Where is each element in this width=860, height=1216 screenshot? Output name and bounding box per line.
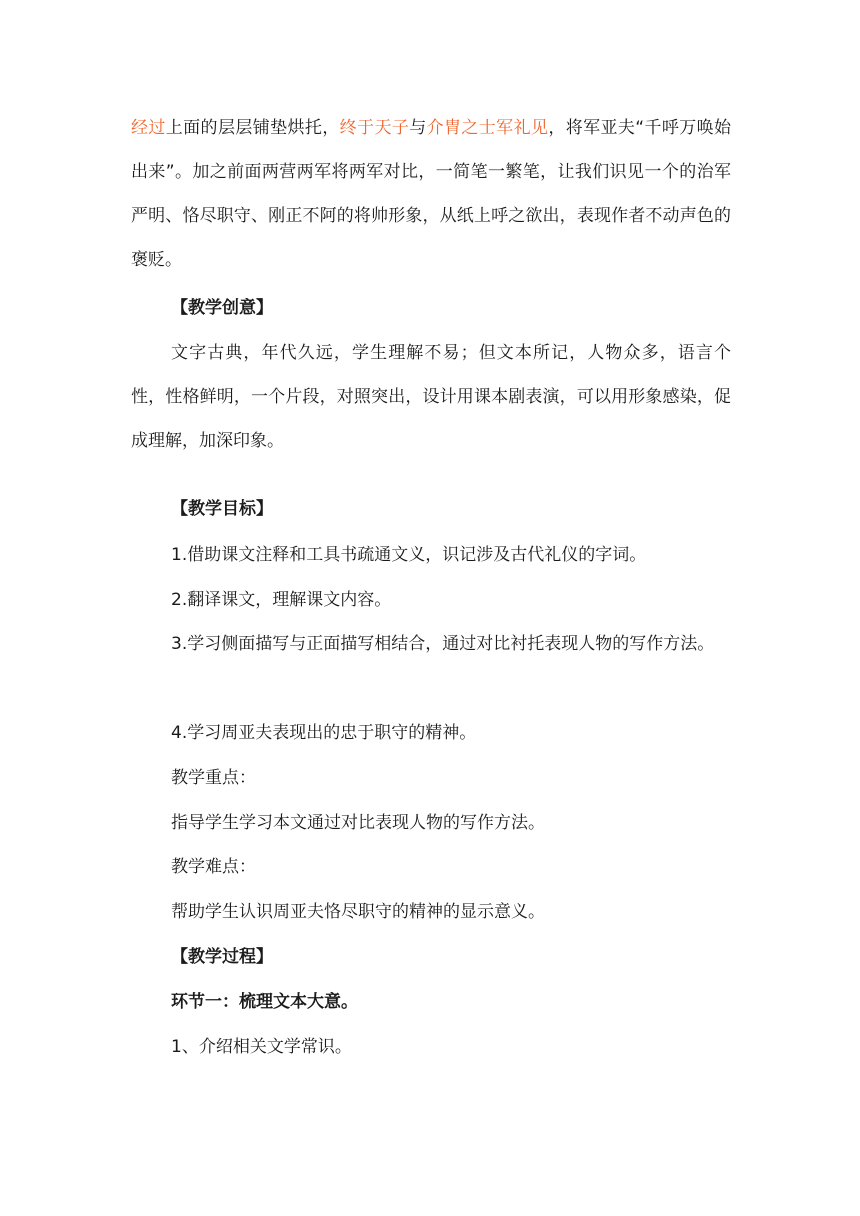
objective-item: 4.学习周亚夫表现出的忠于职守的精神。 (171, 723, 477, 743)
highlight-text: 经过 (131, 118, 166, 138)
heading-objectives: 【教学目标】 (171, 499, 273, 519)
objective-item: 2.翻译课文，理解课文内容。 (171, 590, 392, 610)
key-points-label: 教学重点： (171, 768, 256, 788)
difficulties-label: 教学难点： (171, 857, 256, 877)
body-text: 与 (409, 118, 427, 138)
highlight-text: 终于天子 (339, 118, 410, 138)
process-step-heading: 环节一：梳理文本大意。 (171, 992, 358, 1012)
intro-paragraph (131, 106, 731, 282)
heading-process: 【教学过程】 (171, 947, 273, 967)
heading-creativity: 【教学创意】 (171, 298, 273, 318)
highlight-text: 介胄之士军礼见 (426, 118, 549, 138)
creativity-paragraph: 文字古典，年代久远，学生理解不易；但文本所记，人物众多，语言个性，性格鲜明，一个片段，对照突出，设计用课本剧表演，可以用形象感染，促成理解，加深印象。 (131, 343, 731, 451)
difficulties-text: 帮助学生认识周亚夫恪尽职守的精神的显示意义。 (171, 902, 545, 922)
objective-item: 1.借助课文注释和工具书疏通文义，识记涉及古代礼仪的字词。 (171, 545, 647, 565)
body-text: ，将军亚夫“千呼万唤始出来”。加之前面两营两军将两军对比，一简笔一繁笔，让我们识见一个的治军严明、恪尽职守、刚正不阿的将帅形象，从纸上呼之欲出，表现作者不动声色的褒贬。 (131, 118, 732, 270)
body-text: 上面的层层铺垫烘托， (165, 118, 340, 138)
process-step-item: 1、介绍相关文学常识。 (171, 1037, 352, 1057)
objective-item: 3.学习侧面描写与正面描写相结合，通过对比衬托表现人物的写作方法。 (171, 634, 715, 654)
key-points-text: 指导学生学习本文通过对比表现人物的写作方法。 (171, 813, 545, 833)
